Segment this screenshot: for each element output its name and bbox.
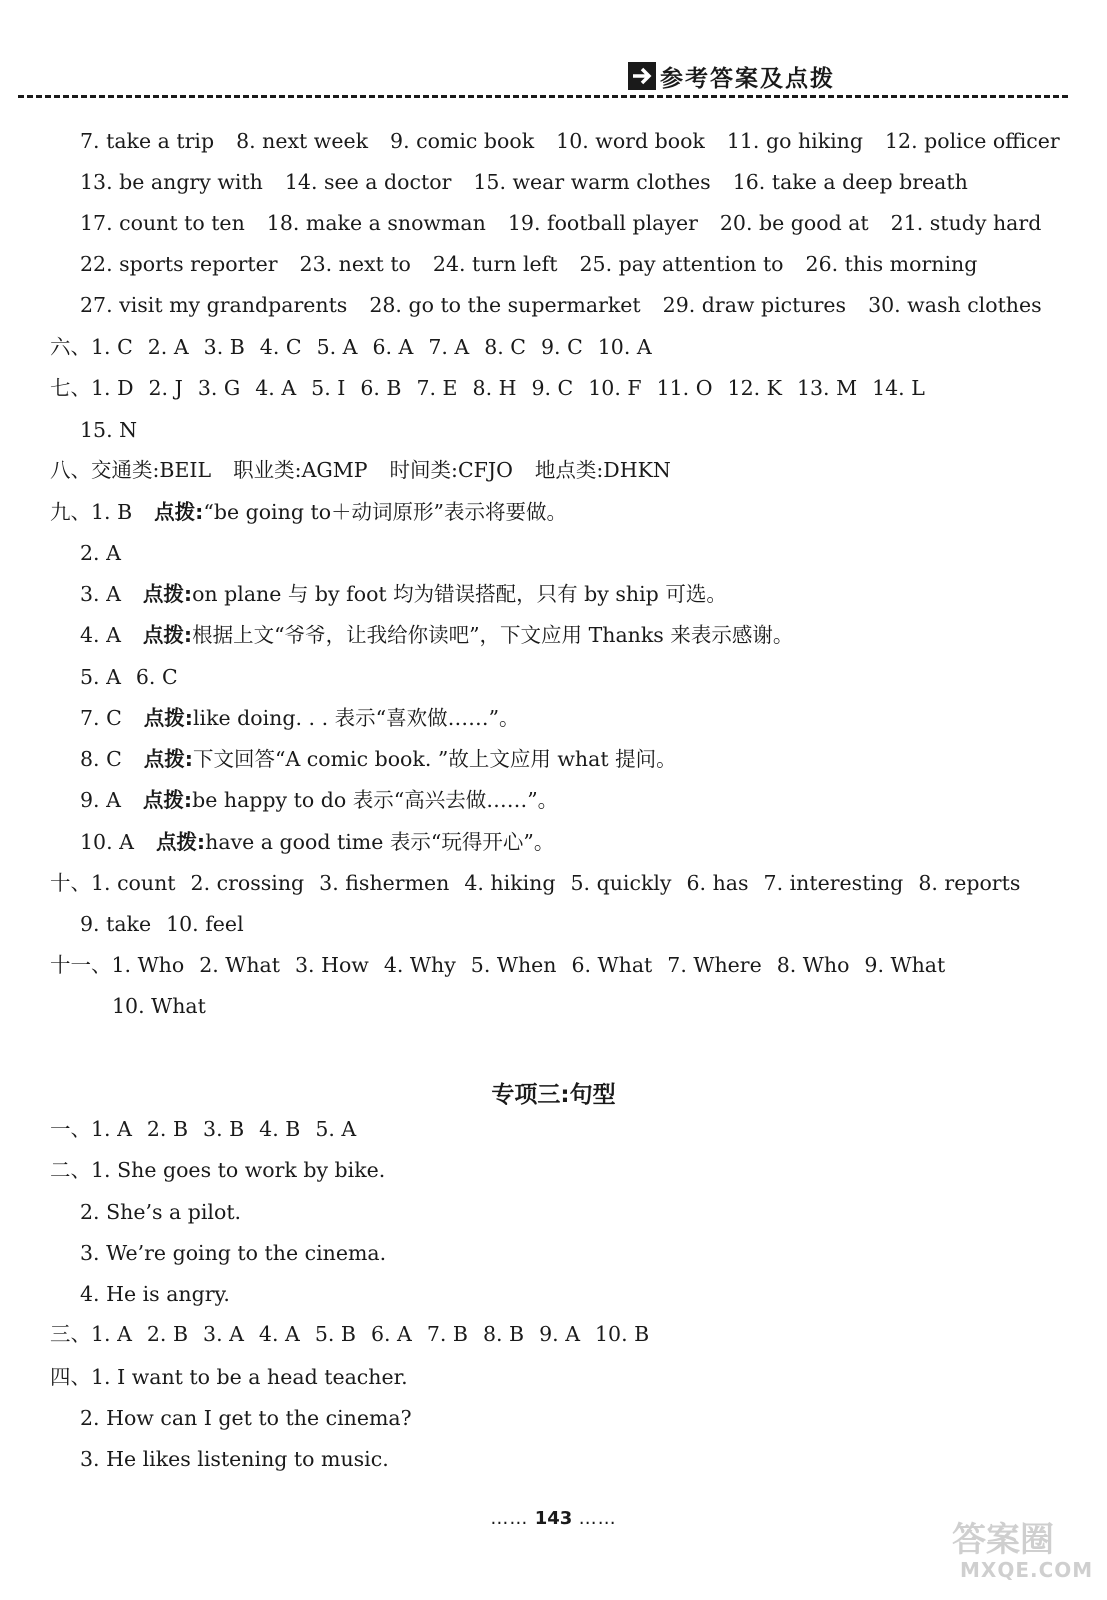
answer: 9. A xyxy=(80,788,121,812)
vocab-item: 14. see a doctor xyxy=(284,170,452,194)
sentence: 1. She goes to work by bike. xyxy=(91,1158,386,1182)
sentence: 3. He likes listening to music. xyxy=(80,1447,389,1471)
dots-left: …… xyxy=(490,1508,529,1529)
answer: 8. H xyxy=(472,376,517,400)
section-title: 专项三:句型 xyxy=(491,1082,616,1108)
answer: 4. B xyxy=(259,1117,301,1141)
answer: 1. A xyxy=(91,1322,132,1346)
page-number xyxy=(0,1508,1107,1529)
answer: 14. L xyxy=(872,376,925,400)
watermark-url: MXQE.COM xyxy=(960,1558,1094,1582)
section-9-q9 xyxy=(80,785,558,815)
answer: 6. A xyxy=(372,335,414,359)
page-number-value: 143 xyxy=(534,1508,573,1529)
answer: 3. fishermen xyxy=(319,871,450,895)
answer: 11. O xyxy=(656,376,713,400)
s3-part-3 xyxy=(50,1319,664,1349)
answer: 9. C xyxy=(531,376,574,400)
answer: 3. G xyxy=(197,376,241,400)
page-header xyxy=(0,0,1107,110)
answer: 8. reports xyxy=(918,871,1021,895)
sentence: 3. We’re going to the cinema. xyxy=(80,1241,387,1265)
s3-part-2-line xyxy=(80,1197,241,1227)
answer: 8. C xyxy=(484,335,526,359)
answer: 4. A xyxy=(80,623,121,647)
sentence: 2. How can I get to the cinema? xyxy=(80,1406,412,1430)
section-7-answers xyxy=(50,373,940,403)
vocab-line xyxy=(80,126,1082,156)
vocab-item: 17. count to ten xyxy=(80,211,245,235)
answer: 3. B xyxy=(203,335,245,359)
answer: 10. A xyxy=(597,335,652,359)
vocab-item: 24. turn left xyxy=(432,252,558,276)
answer: 2. A xyxy=(147,335,189,359)
answer: 4. hiking xyxy=(464,871,556,895)
vocab-line xyxy=(80,290,1064,320)
section-9-q7 xyxy=(80,703,520,733)
answer: 7. A xyxy=(428,335,470,359)
tip-text: have a good time 表示“玩得开心”。 xyxy=(205,830,555,854)
tip-label: 点拨: xyxy=(142,582,193,606)
s3-part-2-line xyxy=(80,1279,230,1309)
section-10-answers xyxy=(50,868,1035,898)
answer: 8. Who xyxy=(776,953,850,977)
answer: 10. A xyxy=(80,830,134,854)
section-9-q4 xyxy=(80,620,793,650)
answer: 5. B xyxy=(314,1322,356,1346)
section-number: 三、 xyxy=(50,1322,91,1346)
vocab-line xyxy=(80,249,999,279)
section-11-answers xyxy=(50,950,960,980)
section-8-answers xyxy=(50,455,693,485)
vocab-item: 12. police officer xyxy=(885,129,1060,153)
tip-label: 点拨: xyxy=(143,706,193,730)
vocab-item: 7. take a trip xyxy=(80,129,215,153)
answer: 1. count xyxy=(91,871,176,895)
vocab-item: 25. pay attention to xyxy=(579,252,784,276)
answer: 3. How xyxy=(295,953,369,977)
answer: 8. C xyxy=(80,747,122,771)
tip-text: on plane 与 by foot 均为错误搭配，只有 by ship 可选。 xyxy=(192,582,727,606)
category: 地点类:DHKN xyxy=(534,458,671,482)
answer: 4. Why xyxy=(383,953,456,977)
header-title: 参考答案及点拨 xyxy=(660,66,835,92)
sentence: 1. I want to be a head teacher. xyxy=(91,1365,408,1389)
section-11-wrap xyxy=(112,991,206,1021)
section-10-wrap xyxy=(80,909,259,939)
section-9-q8 xyxy=(80,744,677,774)
answer: 4. C xyxy=(259,335,302,359)
header-dashed-rule xyxy=(18,95,1068,98)
answer: 2. J xyxy=(148,376,183,400)
vocab-item: 26. this morning xyxy=(805,252,978,276)
answer: 10. F xyxy=(588,376,642,400)
answer: 5. quickly xyxy=(570,871,672,895)
vocab-item: 23. next to xyxy=(299,252,411,276)
answer: 12. K xyxy=(727,376,782,400)
answer: 5. A xyxy=(315,1117,357,1141)
answer: 7. C xyxy=(80,706,122,730)
vocab-item: 15. wear warm clothes xyxy=(473,170,711,194)
vocab-item: 21. study hard xyxy=(890,211,1042,235)
answer: 6. C xyxy=(135,665,178,689)
category: 时间类:CFJO xyxy=(389,458,513,482)
vocab-item: 19. football player xyxy=(507,211,698,235)
tip-text: be happy to do 表示“高兴去做……”。 xyxy=(192,788,559,812)
answer: 9. take xyxy=(80,912,152,936)
answer: 3. A xyxy=(203,1322,244,1346)
tip-text: “be going to＋动词原形”表示将要做。 xyxy=(203,500,568,524)
tip-text: 根据上文“爷爷，让我给你读吧”，下文应用 Thanks 来表示感谢。 xyxy=(192,623,794,647)
section-number: 四、 xyxy=(50,1365,91,1389)
sentence: 4. He is angry. xyxy=(80,1282,230,1306)
answer: 2. crossing xyxy=(190,871,305,895)
site-watermark xyxy=(952,1512,1092,1592)
answer: 8. B xyxy=(482,1322,525,1346)
answer: 6. B xyxy=(360,376,402,400)
vocab-item: 29. draw pictures xyxy=(662,293,847,317)
answer: 10. B xyxy=(595,1322,650,1346)
answer: 1. C xyxy=(91,335,133,359)
vocab-item: 22. sports reporter xyxy=(80,252,278,276)
tip-text: like doing. . . 表示“喜欢做……”。 xyxy=(192,706,520,730)
answer: 10. What xyxy=(112,994,206,1018)
sentence: 2. She’s a pilot. xyxy=(80,1200,242,1224)
section-9-q5-6 xyxy=(80,662,193,692)
section-number: 九、 xyxy=(50,500,91,524)
section-9-q2 xyxy=(80,538,121,568)
vocab-item: 10. word book xyxy=(556,129,705,153)
section-number: 七、 xyxy=(50,376,91,400)
answer: 5. When xyxy=(470,953,557,977)
tip-label: 点拨: xyxy=(155,830,206,854)
vocab-item: 27. visit my grandparents xyxy=(80,293,348,317)
s3-part-1 xyxy=(50,1114,371,1144)
section-number: 一、 xyxy=(50,1117,91,1141)
section-7-wrap xyxy=(80,415,137,445)
answer: 3. B xyxy=(203,1117,245,1141)
answer: 2. B xyxy=(146,1117,189,1141)
answer: 9. A xyxy=(539,1322,581,1346)
answer: 9. What xyxy=(864,953,946,977)
answer: 6. What xyxy=(571,953,653,977)
vocab-line xyxy=(80,167,990,197)
answer: 2. What xyxy=(199,953,281,977)
answer: 1. D xyxy=(91,376,134,400)
s3-part-2 xyxy=(50,1155,385,1185)
answer: 7. B xyxy=(426,1322,468,1346)
answer: 15. N xyxy=(80,418,138,442)
dots-right: …… xyxy=(578,1508,617,1529)
tip-label: 点拨: xyxy=(143,747,193,771)
vocab-item: 9. comic book xyxy=(390,129,535,153)
section-number: 十、 xyxy=(50,871,91,895)
section-9-q10 xyxy=(80,827,554,857)
answer: 7. E xyxy=(416,376,458,400)
vocab-item: 30. wash clothes xyxy=(868,293,1042,317)
answer: 5. I xyxy=(311,376,346,400)
section-9-q3 xyxy=(80,579,727,609)
answer: 13. M xyxy=(796,376,858,400)
arrow-badge-icon xyxy=(628,62,656,90)
answer: 1. A xyxy=(91,1117,132,1141)
section-6-answers xyxy=(50,332,667,362)
answer: 1. B xyxy=(91,500,133,524)
section-number: 十一、 xyxy=(50,953,112,977)
section-9-q1 xyxy=(50,497,567,527)
section-number: 六、 xyxy=(50,335,91,359)
answer: 2. B xyxy=(146,1322,189,1346)
answer: 9. C xyxy=(541,335,583,359)
vocab-item: 13. be angry with xyxy=(80,170,263,194)
answer: 1. Who xyxy=(111,953,185,977)
watermark-logo: 答案圈 xyxy=(952,1520,1054,1560)
answer: 4. A xyxy=(258,1322,300,1346)
answer: 6. has xyxy=(686,871,749,895)
vocab-item: 11. go hiking xyxy=(726,129,864,153)
section-number: 二、 xyxy=(50,1158,91,1182)
vocab-item: 16. take a deep breath xyxy=(732,170,968,194)
vocab-item: 18. make a snowman xyxy=(266,211,486,235)
answer: 5. A xyxy=(80,665,121,689)
vocab-item: 8. next week xyxy=(236,129,369,153)
vocab-item: 28. go to the supermarket xyxy=(369,293,641,317)
answer: 7. Where xyxy=(667,953,762,977)
vocab-item: 20. be good at xyxy=(719,211,869,235)
s3-part-4-line xyxy=(80,1444,389,1474)
answer: 4. A xyxy=(255,376,297,400)
answer: 3. A xyxy=(80,582,121,606)
tip-label: 点拨: xyxy=(142,623,193,647)
vocab-line xyxy=(80,208,1063,238)
s3-part-4-line xyxy=(80,1403,412,1433)
tip-label: 点拨: xyxy=(154,500,204,524)
answer: 2. A xyxy=(80,541,121,565)
answer: 6. A xyxy=(370,1322,412,1346)
category: 职业类:AGMP xyxy=(233,458,368,482)
answer: 7. interesting xyxy=(763,871,904,895)
tip-text: 下文回答“A comic book. ”故上文应用 what 提问。 xyxy=(192,747,677,771)
answer: 5. A xyxy=(316,335,358,359)
answer: 10. feel xyxy=(166,912,244,936)
category: 交通类:BEIL xyxy=(91,458,212,482)
s3-part-2-line xyxy=(80,1238,386,1268)
tip-label: 点拨: xyxy=(142,788,193,812)
s3-part-4 xyxy=(50,1362,408,1392)
section-number: 八、 xyxy=(50,458,91,482)
